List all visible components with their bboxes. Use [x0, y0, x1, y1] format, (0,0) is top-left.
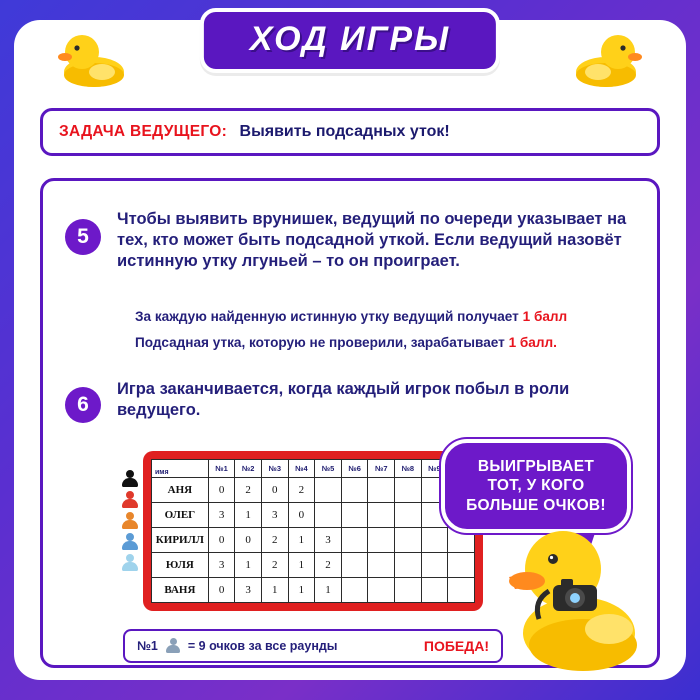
score-cell: 2: [315, 553, 342, 578]
score-cell: 1: [288, 528, 315, 553]
score-cell: [395, 578, 422, 603]
player-name-cell: КИРИЛЛ: [152, 528, 209, 553]
score-cell: 3: [315, 528, 342, 553]
score-cell: [368, 478, 395, 503]
score-cell: [448, 578, 475, 603]
score-cell: [448, 553, 475, 578]
table-col-header: №8: [395, 460, 422, 478]
score-cell: [395, 553, 422, 578]
table-col-header: №6: [341, 460, 368, 478]
score-cell: 2: [235, 478, 262, 503]
score-cell: 0: [235, 528, 262, 553]
score-cell: 0: [208, 478, 235, 503]
score-cell: 1: [235, 503, 262, 528]
score-cell: [421, 553, 448, 578]
table-row: [152, 478, 475, 503]
score-cell: 0: [288, 503, 315, 528]
player-name-cell: ВАНЯ: [152, 578, 209, 603]
table-col-header: №5: [315, 460, 342, 478]
rule-number-badge-6: 6: [65, 387, 101, 423]
person-icon: [121, 553, 139, 573]
table-col-header: №7: [368, 460, 395, 478]
score-cell: [395, 528, 422, 553]
score-cell: [341, 478, 368, 503]
table-row: [152, 528, 475, 553]
score-cell: [341, 578, 368, 603]
table-row: [152, 503, 475, 528]
rule-number-badge-5: 5: [65, 219, 101, 255]
duck-icon-left: [58, 28, 128, 90]
score-cell: 1: [315, 578, 342, 603]
player-name-cell: АНЯ: [152, 478, 209, 503]
player-icons-column: [121, 469, 141, 574]
rules-box: [40, 178, 660, 668]
table-header-row: [152, 460, 475, 478]
rule-note-2-points: 1 балл.: [508, 335, 557, 351]
score-cell: 0: [208, 578, 235, 603]
duck-icon-right: [572, 28, 642, 90]
score-cell: 2: [261, 553, 288, 578]
table-row: [152, 553, 475, 578]
table-col-header: №4: [288, 460, 315, 478]
score-cell: 2: [288, 478, 315, 503]
page-title: ХОД ИГРЫ: [249, 20, 451, 58]
table-col-header: №1: [208, 460, 235, 478]
score-cell: 3: [261, 503, 288, 528]
legend-text: = 9 очков за все раунды: [187, 639, 338, 653]
score-cell: [421, 578, 448, 603]
rule-note-2: [135, 333, 635, 353]
bubble-line-2: ТОТ, У КОГО: [487, 477, 585, 495]
score-cell: 1: [288, 578, 315, 603]
score-cell: [395, 478, 422, 503]
score-cell: [341, 503, 368, 528]
table-row: [152, 578, 475, 603]
score-cell: [315, 503, 342, 528]
score-cell: [315, 478, 342, 503]
table-col-header: №2: [235, 460, 262, 478]
table-col-header: №3: [261, 460, 288, 478]
person-icon: [121, 511, 139, 531]
score-cell: 3: [208, 503, 235, 528]
page-title-banner: [200, 8, 500, 73]
score-cell: 2: [261, 528, 288, 553]
host-task-label: ЗАДАЧА ВЕДУЩЕГО:: [59, 123, 228, 140]
score-cell: [368, 503, 395, 528]
legend-box: [123, 629, 503, 663]
player-name-cell: ОЛЕГ: [152, 503, 209, 528]
person-icon: [166, 638, 180, 654]
table-corner-cell: [152, 460, 209, 478]
table-col-header: №9: [421, 460, 448, 478]
table-corner-top-right: баллы: [181, 461, 205, 468]
score-cell: [395, 503, 422, 528]
legend-rank: №1: [137, 639, 158, 653]
score-cell: 3: [208, 553, 235, 578]
info-card: [14, 20, 686, 680]
person-icon: [121, 490, 139, 510]
rule-note-1-points: 1 балл: [522, 309, 568, 324]
host-task-box: [40, 108, 660, 156]
score-cell: 1: [235, 553, 262, 578]
score-cell: [341, 528, 368, 553]
rule-text-5: Чтобы выявить врунишек, ведущий по очереди указывает на тех, кто может быть подсадной уткой. Если ведущий назовёт истинную утку лгуньей – то он проиграет.: [117, 210, 627, 271]
score-cell: 0: [208, 528, 235, 553]
score-cell: 0: [261, 478, 288, 503]
duck-with-camera-icon: [501, 511, 651, 671]
score-cell: 3: [235, 578, 262, 603]
bubble-line-1: ВЫИГРЫВАЕТ: [477, 458, 595, 475]
score-cell: 1: [261, 578, 288, 603]
score-cell: [368, 578, 395, 603]
bubble-line-3: БОЛЬШЕ ОЧКОВ!: [466, 496, 606, 514]
rule-note-1: [135, 307, 635, 327]
rule-note-2-text: Подсадная утка, которую не проверили, зарабатывает: [135, 335, 509, 351]
score-table: [151, 459, 475, 603]
player-name-cell: ЮЛЯ: [152, 553, 209, 578]
score-cell: [341, 553, 368, 578]
score-cell: [421, 528, 448, 553]
score-cell: 1: [288, 553, 315, 578]
table-corner-bottom-left: имя: [155, 469, 169, 476]
person-icon: [121, 532, 139, 552]
score-cell: [368, 528, 395, 553]
score-cell: [368, 553, 395, 578]
person-icon: [121, 469, 139, 489]
legend-win-label: ПОБЕДА!: [423, 638, 489, 654]
rule-text-6: Игра заканчивается, когда каждый игрок побыл в роли ведущего.: [117, 380, 570, 420]
rule-note-1-text: За каждую найденную истинную утку ведущий получает: [135, 309, 523, 324]
score-table-frame: [143, 451, 483, 611]
host-task-text: Выявить подсадных уток!: [239, 123, 450, 140]
